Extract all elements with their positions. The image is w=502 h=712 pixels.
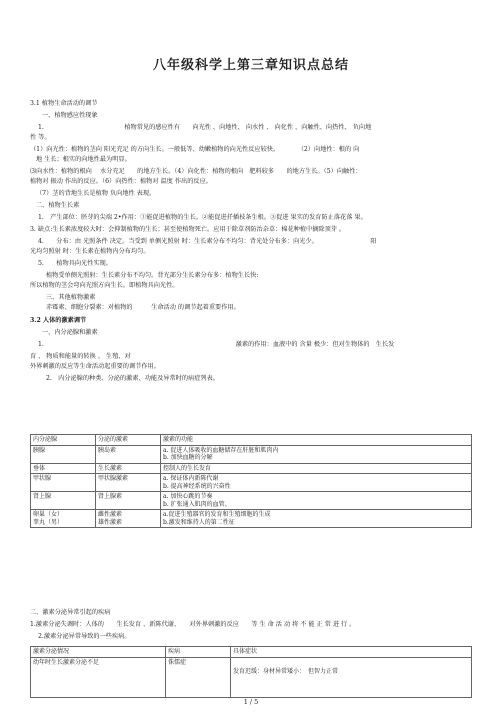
table-header-row bbox=[31, 647, 472, 658]
text-line: 3.2 人体的激素调节 bbox=[30, 317, 87, 324]
table-header-cell: 疾病 bbox=[166, 647, 231, 658]
table-cell: 肾上腺素 bbox=[96, 492, 161, 510]
text-line: 二、激素分泌异常引起的疾病 bbox=[30, 609, 111, 616]
table-row bbox=[31, 463, 472, 474]
text-line: 光均匀照射 时：生长素在植物内分布均匀。 bbox=[30, 248, 150, 255]
table-cell: 幼年时生长激素分泌不足 bbox=[31, 657, 166, 697]
table-row bbox=[31, 445, 472, 463]
text-line: 5. 植物具向光性实现。 bbox=[38, 260, 112, 267]
text-line: ⑶向水性：植物的根向 水分充足 的地方生长。（4）向化性：植物的根向 肥料较多 的地方生长。（5）向触性： bbox=[30, 168, 362, 175]
table-cell: a. 促进人体吸收的血糖储存在肝脏和肌肉内 b. 加快血糖的分解 bbox=[161, 445, 472, 463]
endocrine-table bbox=[30, 434, 472, 528]
table-cell: a.促进生殖器官的发育和生殖细胞的生成 b.激发和维持人的第二性征 bbox=[161, 510, 472, 528]
text-line: 所以植物的茎会弯向光照方向生长。即植物具向光性。 bbox=[30, 282, 179, 289]
table-header-cell: 内分泌腺 bbox=[31, 435, 96, 446]
text-line: 外界刺激的反应等生命活动起重要的调节作用。 bbox=[30, 363, 160, 370]
table-header-row bbox=[31, 435, 472, 446]
table-cell: a. 加快心跳的节奏 b. 扩张通入肌肉的血管。 bbox=[161, 492, 472, 510]
table-cell: 雌性激素 雄性激素 bbox=[96, 510, 161, 528]
table-cell: 肾上腺 bbox=[31, 492, 96, 510]
table-cell: 垂体 bbox=[31, 463, 96, 474]
table-row bbox=[31, 492, 472, 510]
text-line: 植物受单侧光照射：生长素分布不均匀。背光部分生长素分布多：植物生长快: bbox=[46, 272, 259, 279]
text-line: 1. 植物常见的感应性有 向光性 、向地性、 向水性 、 向化性 、向触性、向热性、 负向地 bbox=[38, 124, 372, 131]
table-cell: 胰腺 bbox=[31, 445, 96, 463]
text-line: 三、其他植物激素 bbox=[46, 294, 96, 301]
text-line: 地 生长；根实的向地性最为明显。 bbox=[36, 156, 131, 163]
text-line: （1）向光性：植物的茎向 阳光充足 的方向生长。一般低等、幼嫩植物的向光性反应较快。 （2）向地性：根的 向 bbox=[30, 146, 360, 153]
table-cell: 甲状腺激素 bbox=[96, 474, 161, 492]
table-cell: 发育迟缓：身材异常矮小： 但智力正常 bbox=[231, 657, 472, 697]
text-line: 4. 分布：由 光照条件 决定。当受到 单侧光照射 时：生长素分布不均匀：背光处分布多：向光少。 阳 bbox=[38, 238, 377, 245]
text-line: 2.激素分泌异常导致的一些疾病。 bbox=[38, 633, 131, 640]
table-cell: 胰岛素 bbox=[96, 445, 161, 463]
page-number: 1 / 5 bbox=[243, 698, 259, 706]
table-cell: 卵巢（女） 睾丸（男） bbox=[31, 510, 96, 528]
text-line: 二、植物生长素 bbox=[36, 202, 80, 209]
text-line: 1. 激素的作用：血液中的 含量 极少：但对生物体的 生长发 bbox=[38, 341, 395, 348]
table-cell: 侏儒症 bbox=[166, 657, 231, 697]
page-title: 八年级科学上第三章知识点总结 bbox=[152, 58, 349, 73]
table-cell: a. 保证体内新陈代谢 b. 提高神经系统的兴奋性 bbox=[161, 474, 472, 492]
text-line: 2. 内分泌腺的种类、分泌的激素、功能及异常时的病症列表。 bbox=[46, 375, 219, 382]
table-header-cell: 激素的功能 bbox=[161, 435, 472, 446]
text-line: 赤霉素、细胞分裂素：对植物的 生命活动 的调节起着重要作用。 bbox=[46, 304, 240, 311]
text-line: 育 、 物质和能量的转换 、 生殖、对 bbox=[30, 353, 131, 360]
text-line: 1. 产生部位：胚芽的尖端 2•作用：①能促进植物的生长。②能促进扦插枝条生根。③促进 果实的发育防止落花落 果。 bbox=[38, 214, 367, 221]
text-line: 一、植物感应性现象 bbox=[42, 112, 98, 119]
table-header-cell: 分泌的激素 bbox=[96, 435, 161, 446]
table-header-cell: 具体症状 bbox=[231, 647, 472, 658]
disease-table bbox=[30, 646, 472, 698]
text-line: 植物对 振动 作出的反应。（6）向热性：植物对 温度 作出的反应。 bbox=[30, 178, 212, 185]
table-cell: 甲状腺 bbox=[31, 474, 96, 492]
table-row bbox=[31, 474, 472, 492]
text-line: 3. 缺点:生长素浓度较大时：会抑制植物的生长；甚至使植物死亡。应用于除草剂防治杂草：棉花种植中摘除顶芽 。 bbox=[30, 226, 346, 233]
table-row bbox=[31, 657, 472, 697]
table-header-cell: 激素分泌情况 bbox=[31, 647, 166, 658]
table-cell: 控制人的生长发育 bbox=[161, 463, 472, 474]
text-line: 1.激素分泌失调时：人体的 生长发育 、新陈代谢、 对外界刺激的反应 等 生 命 活 动 将 不 能 正 常 进 行 。 bbox=[30, 621, 356, 628]
text-line: 一、内分泌腺和激素 bbox=[42, 329, 98, 336]
text-line: 性 等。 bbox=[30, 134, 51, 141]
text-line: （7）茎的背地生长是植物 负向地性 表现。 bbox=[36, 190, 156, 197]
table-cell: 生长激素 bbox=[96, 463, 161, 474]
table-row bbox=[31, 510, 472, 528]
text-line: 3.1 植物生命活动的调节 bbox=[30, 100, 98, 107]
